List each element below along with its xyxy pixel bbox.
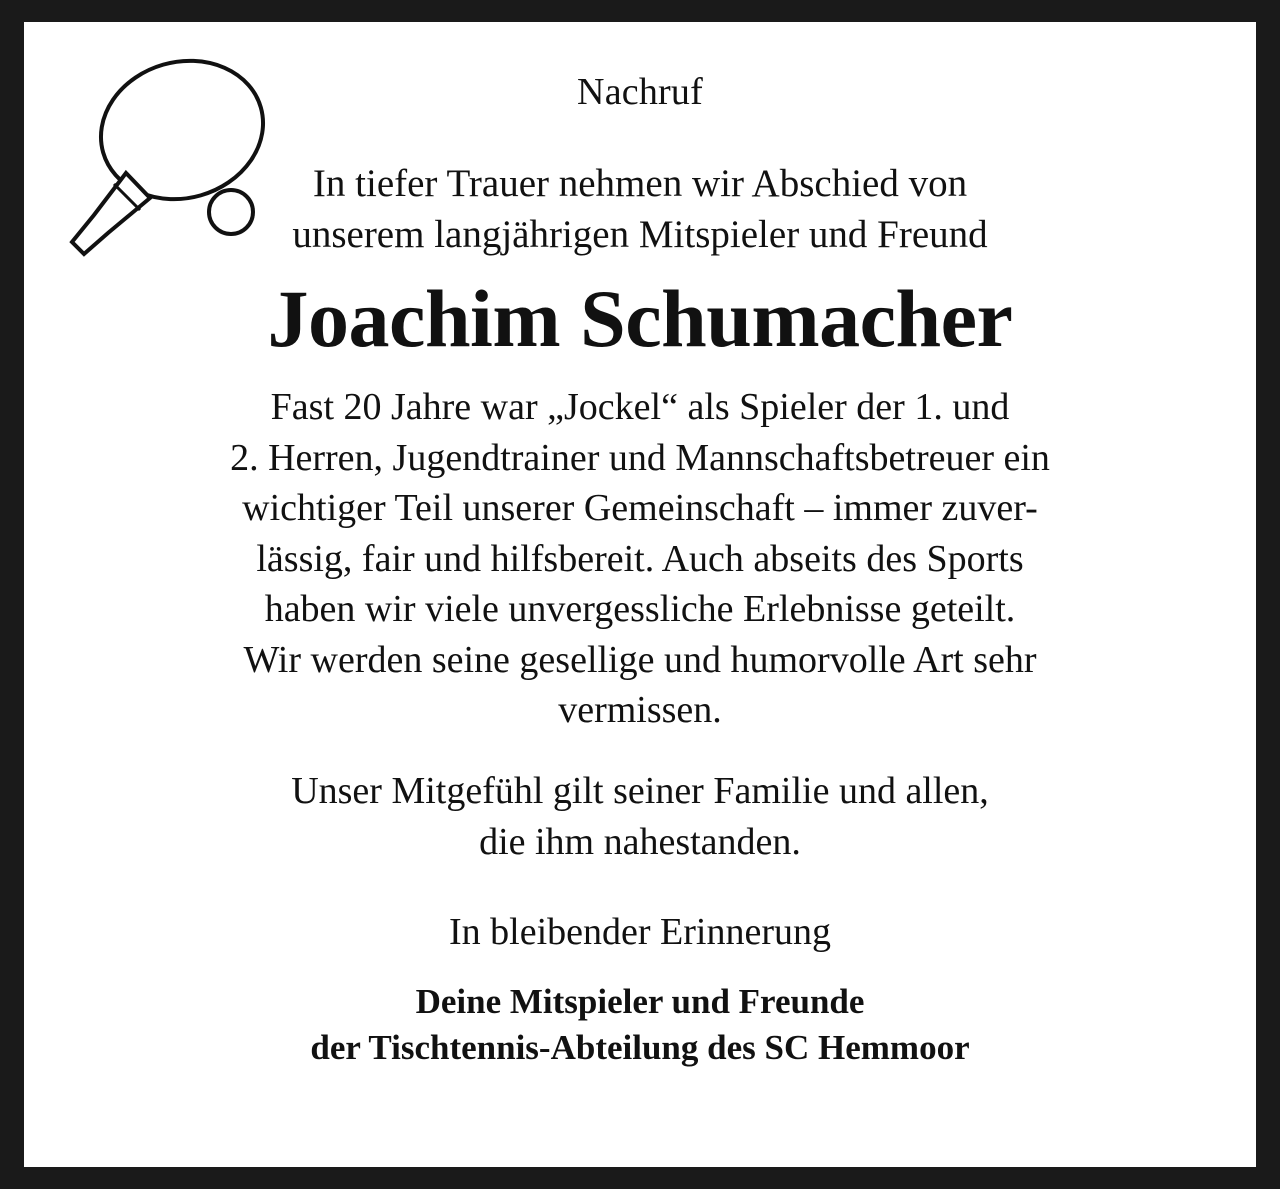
tribute-line: lässig, fair und hilfsbereit. Auch abseits des Sports — [256, 537, 1024, 580]
obituary-card — [24, 22, 1256, 1167]
memory-text: In bleibender Erinnerung — [449, 910, 831, 953]
tribute-line: vermissen. — [558, 689, 722, 732]
sympathy-text — [94, 766, 1186, 868]
page-title: Nachruf — [577, 71, 703, 113]
tribute-line: Fast 20 Jahre war „Jockel“ als Spieler der 1. und — [270, 386, 1010, 429]
tribute-text — [94, 382, 1186, 736]
table-tennis-racket-icon — [54, 52, 284, 257]
signature-line: Deine Mitspieler und Freunde — [415, 981, 865, 1021]
sympathy-line: die ihm nahestanden. — [479, 820, 801, 863]
intro-line: unserem langjährigen Mitspieler und Freund — [292, 213, 988, 257]
tribute-line: haben wir viele unvergessliche Erlebnisse geteilt. — [264, 588, 1016, 631]
tribute-line: Wir werden seine gesellige und humorvolle Art sehr — [243, 638, 1037, 681]
tribute-line: wichtiger Teil unserer Gemeinschaft – immer zuver- — [242, 487, 1038, 530]
tribute-line: 2. Herren, Jugendtrainer und Mannschaftsbetreuer ein — [230, 436, 1050, 479]
sympathy-line: Unser Mitgefühl gilt seiner Familie und allen, — [291, 769, 989, 812]
signature-block — [94, 979, 1186, 1071]
signature-line: der Tischtennis-Abteilung des SC Hemmoor — [310, 1028, 970, 1068]
deceased-name: Joachim Schumacher — [267, 273, 1013, 365]
intro-line: In tiefer Trauer nehmen wir Abschied von — [312, 161, 968, 205]
